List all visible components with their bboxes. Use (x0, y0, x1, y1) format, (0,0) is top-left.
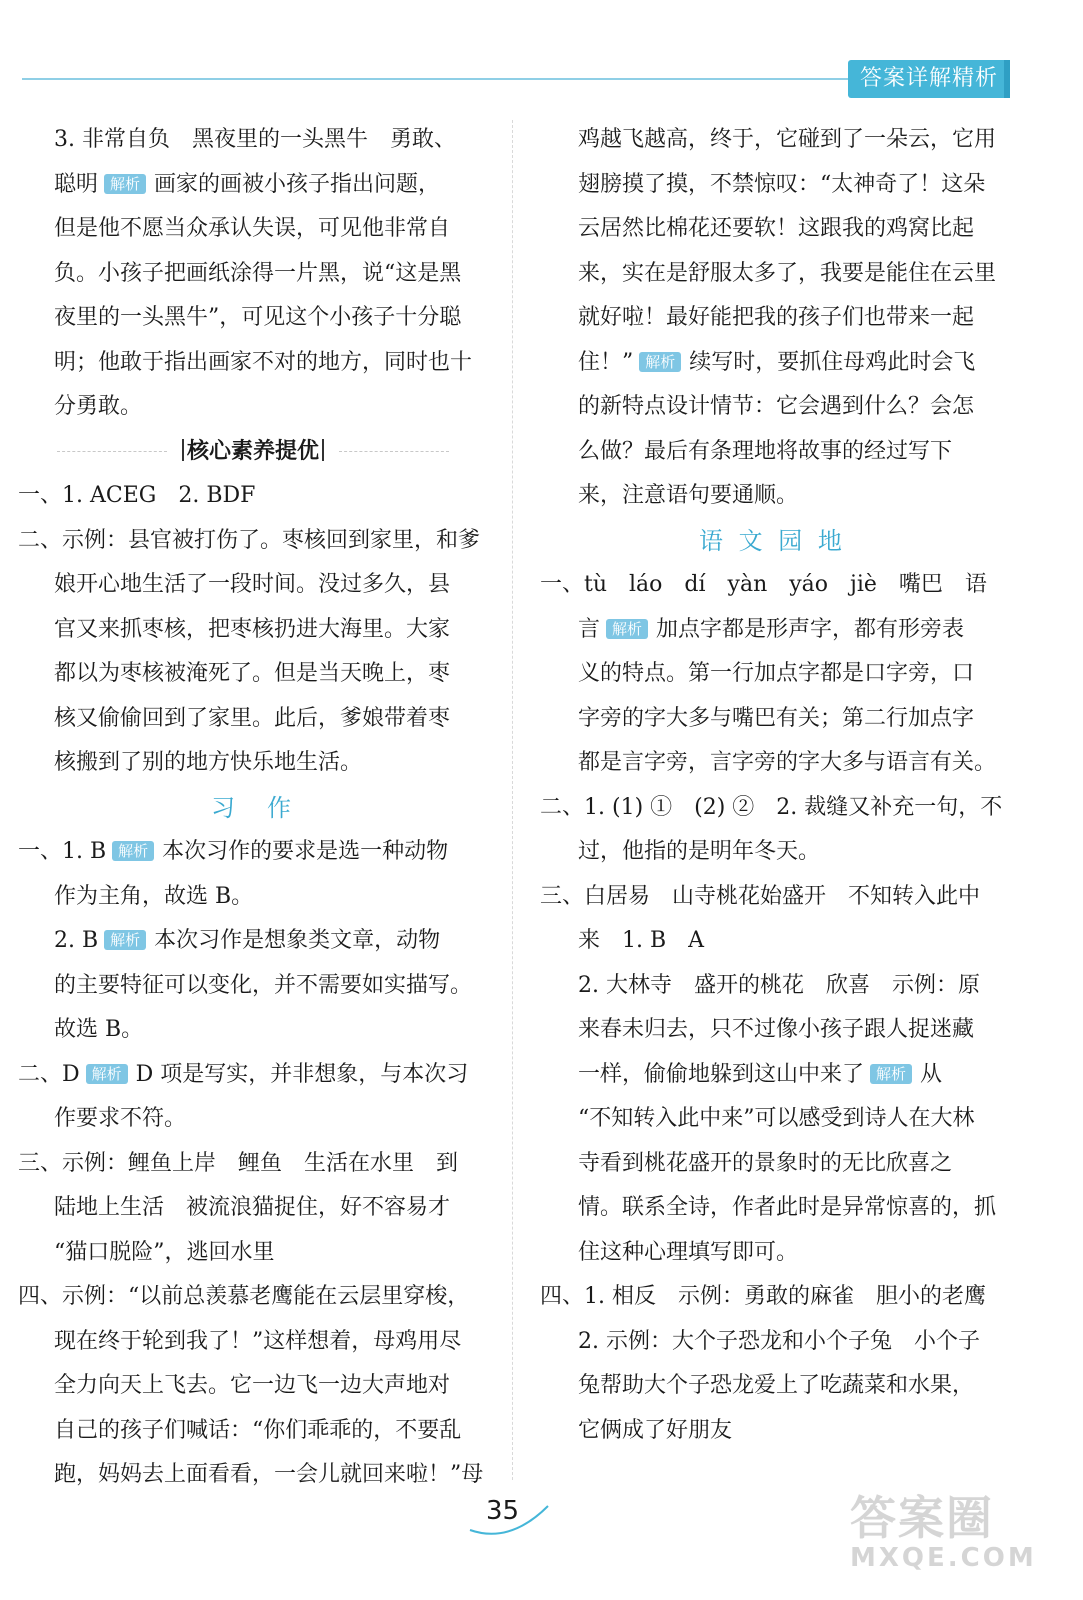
text-line: 过，他指的是明年冬天。 (578, 839, 821, 864)
text-line: 情。联系全诗，作者此时是异常惊喜的，抓 (578, 1195, 997, 1220)
watermark-text: 答案圈 (850, 1491, 994, 1545)
text-line: 明；他敢于指出画家不对的地方，同时也十 (54, 349, 473, 375)
text-line: 作为主角，故选 B。 (54, 883, 254, 909)
text-line: 来，注意语句要通顺。 (578, 483, 799, 508)
text-line (18, 830, 488, 875)
dash-rule (339, 451, 449, 452)
section-title-yuwen-yuandi: 语 文 园 地 (699, 526, 846, 555)
text-line: 四、1. 相反 示例：勇敢的麻雀 胆小的老鹰 (540, 1284, 986, 1309)
text-line: 就好啦！最好能把我的孩子们也带来一起 (578, 305, 975, 330)
text-line: 夜里的一头黑牛”，可见这个小孩子十分聪 (54, 305, 462, 330)
text-line: 寺看到桃花盛开的景象时的无比欣喜之 (578, 1150, 953, 1176)
analysis-badge: 解析 (104, 174, 146, 194)
text-line: 作要求不符。 (54, 1106, 187, 1131)
text-line: 云居然比棉花还要软！这跟我的鸡窝比起 (578, 216, 975, 241)
text-span: 一样，偷偷地躲到这山中来了 (578, 1061, 865, 1087)
analysis-badge: 解析 (639, 352, 681, 372)
text-line: 都以为枣核被淹死了。但是当天晚上，枣 (54, 661, 451, 686)
text-span: 言 (578, 616, 601, 642)
analysis-badge: 解析 (870, 1064, 912, 1084)
text-line: 来春未归去，只不过像小孩子跟人捉迷藏 (578, 1017, 975, 1042)
text-span: 2. B (54, 928, 99, 953)
text-line: 核搬到了别的地方快乐地生活。 (54, 750, 363, 775)
text-line: 故选 B。 (54, 1017, 144, 1042)
watermark-text: MXQE.COM (850, 1543, 1037, 1573)
text-span: 一、1. B (18, 839, 107, 864)
analysis-badge: 解析 (86, 1064, 128, 1084)
analysis-badge: 解析 (104, 930, 146, 950)
text-span: 续写时，要抓住母鸡此时会飞 (689, 349, 976, 375)
text-span: 二、D (18, 1061, 80, 1087)
text-line (18, 1053, 488, 1098)
text-line: 2. 大林寺 盛开的桃花 欣喜 示例：原 (578, 972, 980, 998)
text-line: 2. 示例：大个子恐龙和小个子兔 小个子 (578, 1328, 980, 1354)
text-span: 本次习作是想象类文章，动物 (154, 928, 441, 953)
text-line: 四、示例：“以前总羡慕老鹰能在云层里穿梭， (18, 1284, 470, 1309)
text-line: 翅膀摸了摸，不禁惊叹：“太神奇了！这朵 (578, 171, 986, 197)
text-line: 核又偷偷回到了家里。此后，爹娘带着枣 (54, 705, 451, 731)
text-line: 的新特点设计情节：它会遇到什么？会怎 (578, 394, 975, 419)
text-span: 画家的画被小孩子指出问题， (154, 171, 441, 197)
dash-rule (57, 451, 167, 452)
text-line (540, 608, 1005, 653)
text-span: 本次习作的要求是选一种动物 (162, 839, 449, 864)
text-line: 来，实在是舒服太多了，我要是能住在云里 (578, 260, 997, 286)
text-line: 跑，妈妈去上面看看，一会儿就回来啦！”母 (54, 1462, 484, 1487)
text-span: 住！” (578, 349, 634, 375)
text-line: 负。小孩子把画纸涂得一片黑，说“这是黑 (54, 260, 462, 286)
text-line: 3. 非常自负 黑夜里的一头黑牛 勇敢、 (54, 127, 456, 152)
text-line: 一、tù láo dí yàn yáo jiè 嘴巴 语 (540, 572, 987, 597)
page-number: 35 (486, 1496, 520, 1526)
analysis-badge: 解析 (112, 841, 154, 861)
text-span: 从 (920, 1061, 943, 1087)
text-line: 鸡越飞越高，终于，它碰到了一朵云，它用 (578, 127, 997, 152)
section-title-core (18, 430, 488, 475)
text-line: “不知转入此中来”可以感受到诗人在大林 (578, 1106, 975, 1131)
text-line: 自己的孩子们喊话：“你们乖乖的，不要乱 (54, 1417, 462, 1443)
text-line: “猫口脱险”，逃回水里 (54, 1239, 275, 1265)
header-rule (22, 78, 852, 80)
text-line: 它俩成了好朋友 (578, 1417, 733, 1443)
text-span: 加点字都是形声字，都有形旁表 (656, 616, 965, 642)
text-line: 官又来抓枣核，把枣核扔进大海里。大家 (54, 616, 451, 642)
section-title-xizuo: 习 作 (211, 793, 295, 822)
text-line: 二、1. (1) ① (2) ② 2. 裁缝又补充一句，不 (540, 794, 1003, 820)
text-span: D 项是写实，并非想象，与本次习 (135, 1061, 469, 1087)
text-line (18, 163, 488, 208)
text-line: 娘开心地生活了一段时间。没过多久，县 (54, 572, 451, 597)
column-divider (512, 120, 513, 1480)
text-line: 陆地上生活 被流浪猫捉住，好不容易才 (54, 1195, 451, 1220)
text-line: 分勇敢。 (54, 394, 143, 419)
bar-mark (322, 439, 324, 461)
text-span: 聪明 (54, 171, 99, 197)
text-line: 一、1. ACEG 2. BDF (18, 483, 256, 508)
text-line (540, 341, 1005, 386)
watermark-logo (850, 1492, 1050, 1572)
text-line: 三、白居易 山寺桃花始盛开 不知转入此中 (540, 883, 981, 909)
text-line: 三、示例：鲤鱼上岸 鲤鱼 生活在水里 到 (18, 1150, 459, 1176)
header-tag: 答案详解精析 (848, 60, 1010, 98)
text-line: 现在终于轮到我了！”这样想着，母鸡用尽 (54, 1328, 462, 1354)
text-line: 但是他不愿当众承认失误，可见他非常自 (54, 216, 451, 241)
bar-mark (182, 439, 184, 461)
analysis-badge: 解析 (606, 619, 648, 639)
text-line: 么做？最后有条理地将故事的经过写下 (578, 438, 953, 464)
text-line: 来 1. B A (578, 928, 705, 953)
text-line: 住这种心理填写即可。 (578, 1239, 799, 1265)
text-line: 义的特点。第一行加点字都是口字旁，口 (578, 661, 975, 686)
text-line: 兔帮助大个子恐龙爱上了吃蔬菜和水果， (578, 1373, 975, 1398)
text-line: 都是言字旁，言字旁的字大多与语言有关。 (578, 750, 997, 775)
section-title-text: 核心素养提优 (186, 438, 319, 464)
text-line (540, 1053, 1005, 1098)
left-column (18, 118, 488, 1498)
text-line (18, 919, 488, 964)
text-line: 二、示例：县官被打伤了。枣核回到家里，和爹 (18, 527, 481, 553)
text-line: 的主要特征可以变化，并不需要如实描写。 (54, 972, 473, 998)
text-line: 全力向天上飞去。它一边飞一边大声地对 (54, 1373, 451, 1398)
text-line: 字旁的字大多与嘴巴有关；第二行加点字 (578, 705, 975, 731)
right-column (540, 118, 1005, 1453)
